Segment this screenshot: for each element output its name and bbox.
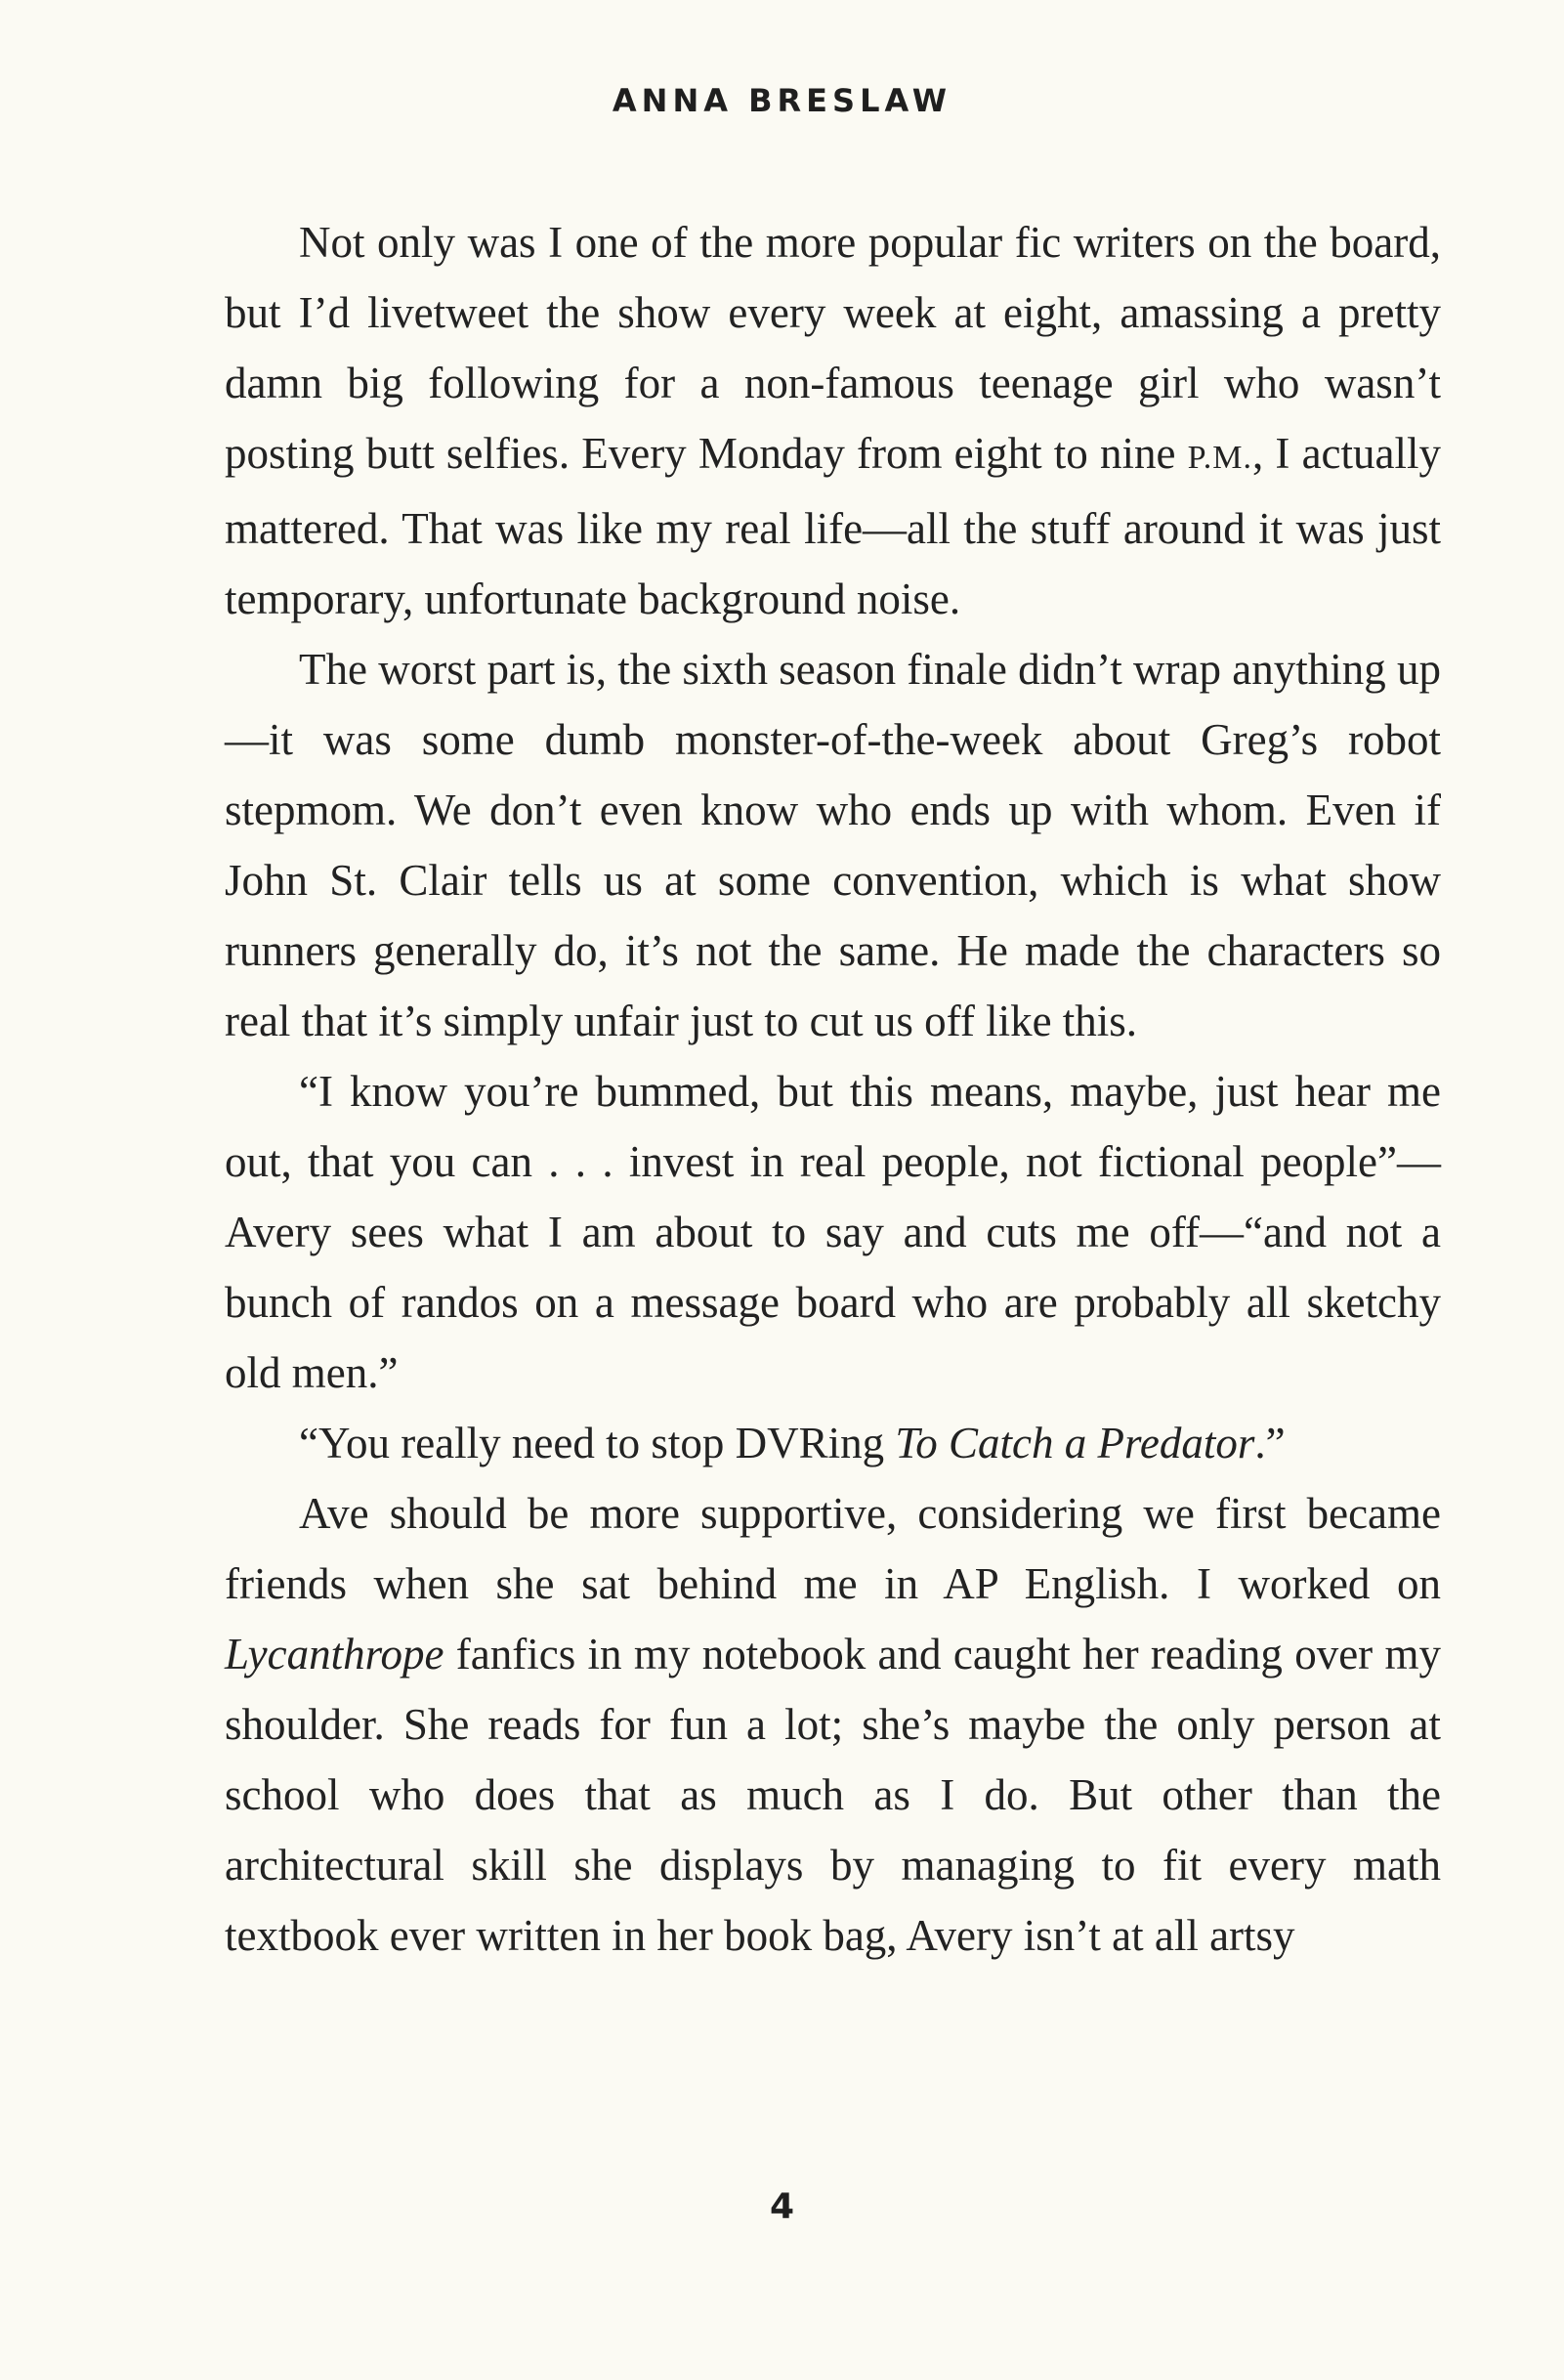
paragraph-4 xyxy=(225,1408,1441,1478)
paragraph-2: The worst part is, the sixth season finale didn’t wrap anything up—it was some dumb monster-of-the-week about Greg’s robot stepmom. We don’t even know who ends up with whom. Even if John St. Clair tells us at some convention, which is what show runners generally do, it’s not the same. He made the characters so real that it’s simply unfair just to cut us off like this. xyxy=(225,645,1441,1045)
paragraph-1-rest: , I actually mattered. That was like my real life—all the stuff around it was just temporary, unfortunate background noise. xyxy=(225,429,1442,623)
paragraph-3: “I know you’re bummed, but this means, maybe, just hear me out, that you can . . . invest in real people, not fictional people”—Avery sees what I am about to say and cuts me off—“and not a bunch of randos on a message board who are probably all sketchy old men.” xyxy=(225,1067,1441,1397)
paragraph-5-start: Ave should be more supportive, considering we first became friends when she sat behind me in AP English. I worked on xyxy=(225,1489,1441,1608)
book-title: Lycanthrope xyxy=(225,1630,444,1679)
body-text xyxy=(225,207,1441,1971)
paragraph-5-rest: fanfics in my notebook and caught her reading over my shoulder. She reads for fun a lot; she’s maybe the only person at school who does that as much as I do. But other than the architectural skill she displays by managing to fit every math textbook ever written in her book bag, Avery isn’t at all artsy xyxy=(225,1630,1441,1960)
paragraph-1-text: Not only was I one of the more popular fic writers on the board, but I’d livetweet the show every week at eight, amassing a pretty damn big following for a non-famous teenage girl who wasn’t posting butt selfies. Every Monday from eight to nine xyxy=(225,218,1441,478)
paragraph-5 xyxy=(225,1478,1441,1971)
paragraph-4-after: .” xyxy=(1254,1419,1286,1467)
time-abbreviation: P.M. xyxy=(1187,440,1252,476)
page-number: 4 xyxy=(769,2187,795,2227)
show-title: To Catch a Predator xyxy=(895,1419,1255,1467)
running-head: ANNA BRESLAW xyxy=(612,82,952,119)
paragraph-1 xyxy=(225,207,1441,634)
paragraph-4-before: “You really need to stop DVRing xyxy=(299,1419,896,1467)
